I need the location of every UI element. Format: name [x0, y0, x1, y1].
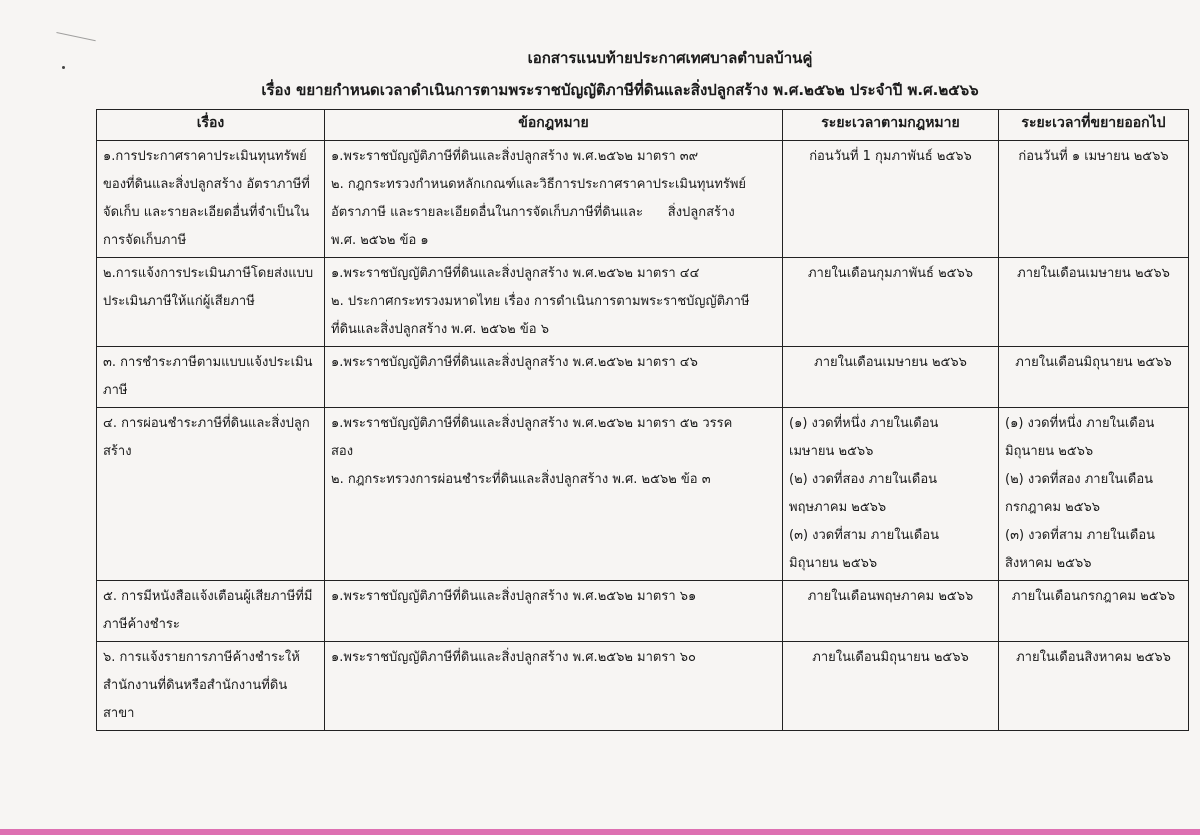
cell-law: [325, 642, 783, 731]
cell-legal-period: [783, 141, 999, 258]
legal-period-line: เมษายน ๒๕๖๖: [789, 444, 874, 459]
cell-legal-period: [783, 347, 999, 408]
subject-line: การจัดเก็บภาษี: [103, 233, 187, 248]
subject-line: สาขา: [103, 706, 135, 721]
law-line: ๑.พระราชบัญญัติภาษีที่ดินและสิ่งปลูกสร้าง พ.ศ.๒๕๖๒ มาตรา ๖๐: [331, 650, 696, 665]
subject-line: ภาษี: [103, 383, 128, 398]
table-row: [97, 347, 1189, 408]
law-line: ๑.พระราชบัญญัติภาษีที่ดินและสิ่งปลูกสร้าง พ.ศ.๒๕๖๒ มาตรา ๓๙: [331, 149, 699, 164]
extended-period-line: (๓) งวดที่สาม ภายในเดือน: [1005, 528, 1156, 543]
table-row: [97, 258, 1189, 347]
document-title: เอกสารแนบท้ายประกาศเทศบาลตำบลบ้านคู่: [527, 49, 813, 67]
extended-period-line: ภายในเดือนสิงหาคม ๒๕๖๖: [1016, 650, 1171, 665]
table-header-row: [97, 110, 1189, 141]
law-line: ๑.พระราชบัญญัติภาษีที่ดินและสิ่งปลูกสร้าง พ.ศ.๒๕๖๒ มาตรา ๔๔: [331, 266, 700, 281]
cell-law: [325, 581, 783, 642]
subject-line: ภาษีค้างชำระ: [103, 617, 180, 632]
cell-law: [325, 408, 783, 581]
cell-legal-period: [783, 408, 999, 581]
extended-period-line: (๒) งวดที่สอง ภายในเดือน: [1005, 472, 1154, 487]
legal-period-line: ภายในเดือนพฤษภาคม ๒๕๖๖: [807, 589, 974, 604]
legal-period-line: (๓) งวดที่สาม ภายในเดือน: [789, 528, 940, 543]
legal-period-line: (๑) งวดที่หนึ่ง ภายในเดือน: [789, 416, 939, 431]
law-line: ๒. กฎกระทรวงการผ่อนชำระที่ดินและสิ่งปลูกสร้าง พ.ศ. ๒๕๖๒ ข้อ ๓: [331, 472, 711, 487]
document-subtitle: เรื่อง ขยายกำหนดเวลาดำเนินการตามพระราชบัญญัติภาษีที่ดินและสิ่งปลูกสร้าง พ.ศ.๒๕๖๒ ประจำปี พ.ศ.๒๕๖๖: [261, 81, 979, 99]
extended-period-line: มิถุนายน ๒๕๖๖: [1005, 444, 1094, 459]
subject-line: ๑.การประกาศราคาประเมินทุนทรัพย์: [103, 149, 307, 164]
subject-line: สำนักงานที่ดินหรือสำนักงานที่ดิน: [103, 678, 288, 693]
legal-period-line: ภายในเดือนกุมภาพันธ์ ๒๕๖๖: [807, 266, 974, 281]
extended-period-line: ภายในเดือนเมษายน ๒๕๖๖: [1017, 266, 1170, 281]
extended-period-line: (๑) งวดที่หนึ่ง ภายในเดือน: [1005, 416, 1155, 431]
scan-dot: [62, 66, 65, 69]
cell-subject: [97, 581, 325, 642]
cell-extended-period: [999, 141, 1189, 258]
subject-line: ประเมินภาษีให้แก่ผู้เสียภาษี: [103, 294, 255, 309]
cell-legal-period: [783, 581, 999, 642]
table-row: [97, 141, 1189, 258]
cell-subject: [97, 347, 325, 408]
legal-period-line: ภายในเดือนเมษายน ๒๕๖๖: [814, 355, 967, 370]
subject-line: ๓. การชำระภาษีตามแบบแจ้งประเมิน: [103, 355, 313, 370]
header-law: ข้อกฎหมาย: [325, 110, 783, 141]
subject-line: ของที่ดินและสิ่งปลูกสร้าง อัตราภาษีที่: [103, 177, 310, 192]
extended-period-line: สิงหาคม ๒๕๖๖: [1005, 556, 1092, 571]
cell-extended-period: [999, 408, 1189, 581]
legal-period-line: พฤษภาคม ๒๕๖๖: [789, 500, 887, 515]
law-line: สอง: [331, 444, 354, 459]
cell-subject: [97, 642, 325, 731]
legal-period-line: (๒) งวดที่สอง ภายในเดือน: [789, 472, 938, 487]
law-line: ๑.พระราชบัญญัติภาษีที่ดินและสิ่งปลูกสร้าง พ.ศ.๒๕๖๒ มาตรา ๕๒ วรรค: [331, 416, 733, 431]
cell-subject: [97, 141, 325, 258]
cell-extended-period: [999, 258, 1189, 347]
cell-extended-period: [999, 581, 1189, 642]
law-line: ๑.พระราชบัญญัติภาษีที่ดินและสิ่งปลูกสร้าง พ.ศ.๒๕๖๒ มาตรา ๔๖: [331, 355, 698, 370]
scan-edge: [0, 829, 1200, 835]
subject-line: ๔. การผ่อนชำระภาษีที่ดินและสิ่งปลูก: [103, 416, 310, 431]
header-extended-period: ระยะเวลาที่ขยายออกไป: [999, 110, 1189, 141]
cell-law: [325, 141, 783, 258]
cell-subject: [97, 408, 325, 581]
table-row: [97, 408, 1189, 581]
subject-line: ๒.การแจ้งการประเมินภาษีโดยส่งแบบ: [103, 266, 314, 281]
extended-period-line: กรกฎาคม ๒๕๖๖: [1005, 500, 1101, 515]
subject-line: ๖. การแจ้งรายการภาษีค้างชำระให้: [103, 650, 300, 665]
extended-period-line: ภายในเดือนกรกฎาคม ๒๕๖๖: [1011, 589, 1176, 604]
legal-period-line: ก่อนวันที่ 1 กุมภาพันธ์ ๒๕๖๖: [809, 149, 972, 164]
subject-line: จัดเก็บ และรายละเอียดอื่นที่จำเป็นใน: [103, 205, 310, 220]
table-row: [97, 642, 1189, 731]
law-line: ๒. กฎกระทรวงกำหนดหลักเกณฑ์และวิธีการประกาศราคาประเมินทุนทรัพย์: [331, 177, 747, 192]
cell-legal-period: [783, 258, 999, 347]
cell-extended-period: [999, 347, 1189, 408]
cell-extended-period: [999, 642, 1189, 731]
law-line: ๑.พระราชบัญญัติภาษีที่ดินและสิ่งปลูกสร้าง พ.ศ.๒๕๖๒ มาตรา ๖๑: [331, 589, 697, 604]
legal-period-line: ภายในเดือนมิถุนายน ๒๕๖๖: [812, 650, 969, 665]
cell-law: [325, 258, 783, 347]
legal-period-line: มิถุนายน ๒๕๖๖: [789, 556, 878, 571]
law-line: ๒. ประกาศกระทรวงมหาดไทย เรื่อง การดำเนินการตามพระราชบัญญัติภาษี: [331, 294, 750, 309]
extended-period-line: ก่อนวันที่ ๑ เมษายน ๒๕๖๖: [1018, 149, 1169, 164]
cell-legal-period: [783, 642, 999, 731]
header-legal-period: ระยะเวลาตามกฎหมาย: [783, 110, 999, 141]
header-subject: เรื่อง: [97, 110, 325, 141]
law-line: อัตราภาษี และรายละเอียดอื่นในการจัดเก็บภาษีที่ดินและ สิ่งปลูกสร้าง: [331, 205, 735, 220]
subject-line: ๕. การมีหนังสือแจ้งเตือนผู้เสียภาษีที่มี: [103, 589, 313, 604]
law-line: พ.ศ. ๒๕๖๒ ข้อ ๑: [331, 233, 429, 248]
cell-law: [325, 347, 783, 408]
cell-subject: [97, 258, 325, 347]
deadline-table: [96, 109, 1189, 731]
law-line: ที่ดินและสิ่งปลูกสร้าง พ.ศ. ๒๕๖๒ ข้อ ๖: [331, 322, 549, 337]
extended-period-line: ภายในเดือนมิถุนายน ๒๕๖๖: [1015, 355, 1172, 370]
table-row: [97, 581, 1189, 642]
subject-line: สร้าง: [103, 444, 132, 459]
